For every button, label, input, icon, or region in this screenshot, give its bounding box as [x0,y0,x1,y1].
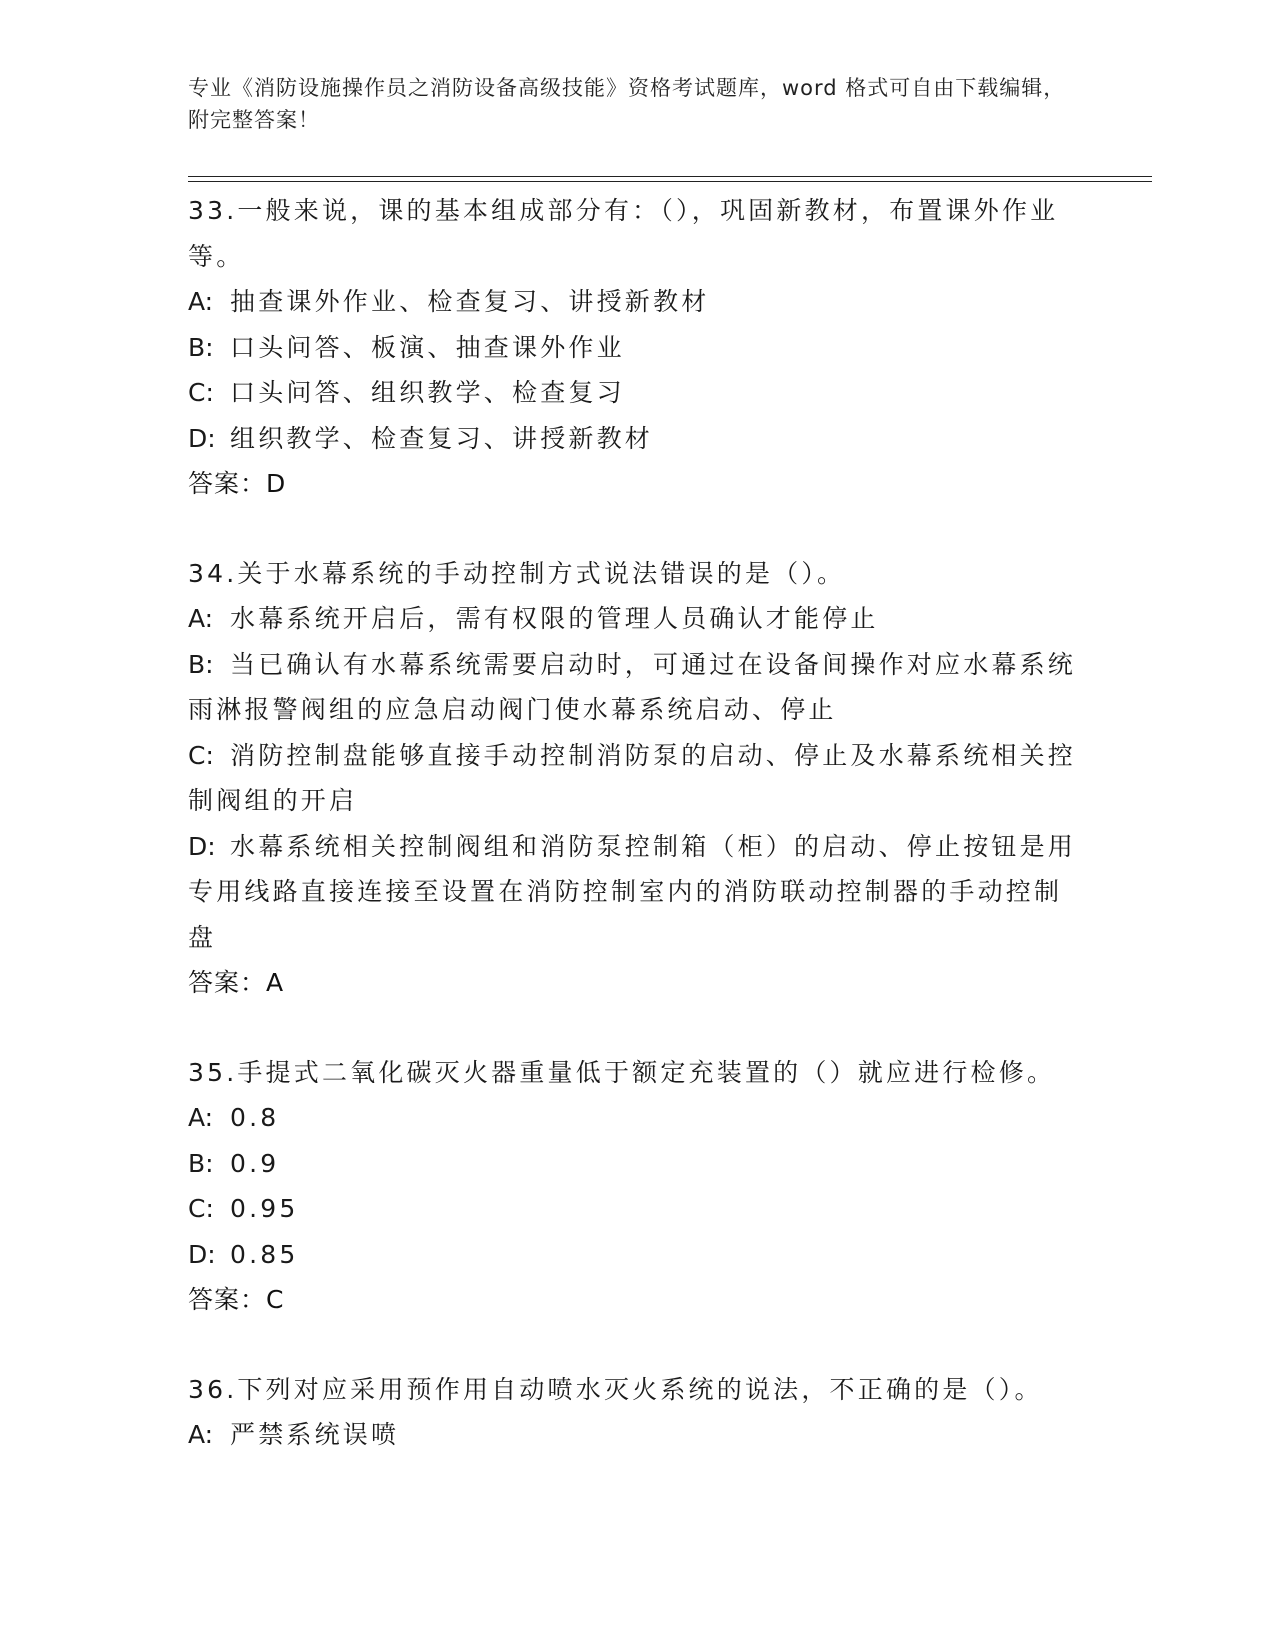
question-34 [188,551,1078,1006]
question-35 [188,1050,1078,1323]
option-letter: A: [188,1103,214,1132]
answer-line [188,960,1078,1006]
option-letter: D: [188,423,216,453]
answer-label: 答案： [188,469,267,498]
option-d [188,416,1078,462]
option-a [188,1412,1078,1458]
option-c [188,1186,1078,1232]
option-c [188,733,1078,824]
option-text: 严禁系统误喷 [230,1420,400,1449]
answer-value: C [266,1285,285,1314]
option-letter: B: [188,649,214,679]
option-letter: B: [188,332,214,362]
question-stem: 33.一般来说，课的基本组成部分有：（），巩固新教材，布置课外作业等。 [188,196,1059,271]
question-33 [188,188,1078,507]
option-d [188,1232,1078,1278]
option-text: 组织教学、检查复习、讲授新教材 [230,423,654,453]
question-stem: 34.关于水幕系统的手动控制方式说法错误的是（）。 [188,558,846,588]
option-b [188,325,1078,371]
header-divider-bottom [188,181,1152,182]
option-d [188,824,1078,961]
answer-label: 答案： [188,1285,267,1314]
option-b [188,642,1078,733]
option-letter: D: [188,1239,216,1269]
option-letter: C: [188,1194,214,1223]
option-text: 0.95 [230,1194,299,1223]
answer-label: 答案： [188,968,267,997]
option-letter: B: [188,1148,214,1178]
option-letter: A: [188,1420,214,1449]
answer-line [188,461,1078,507]
option-a [188,596,1078,642]
option-text: 水幕系统相关控制阀组和消防泵控制箱（柜）的启动、停止按钮是用专用线路直接连接至设置在消防控制室内的消防联动控制器的手动控制盘 [188,831,1077,952]
answer-value: A [266,968,285,997]
answer-line [188,1277,1078,1323]
option-text: 口头问答、板演、抽查课外作业 [230,332,625,362]
option-text: 0.8 [230,1103,280,1132]
option-text: 0.9 [230,1148,280,1178]
option-letter: A: [188,287,214,316]
option-letter: A: [188,604,214,633]
option-c [188,370,1078,416]
option-a [188,1095,1078,1141]
option-text: 口头问答、组织教学、检查复习 [230,378,625,407]
header-note: 专业《消防设施操作员之消防设备高级技能》资格考试题库，word 格式可自由下载编辑，附完整答案！ [188,76,1066,132]
question-stem: 36.下列对应采用预作用自动喷水灭火系统的说法，不正确的是（）。 [188,1374,1043,1404]
option-letter: D: [188,831,216,861]
option-letter: C: [188,740,214,770]
option-text: 消防控制盘能够直接手动控制消防泵的启动、停止及水幕系统相关控制阀组的开启 [188,740,1077,815]
option-b [188,1141,1078,1187]
question-36 [188,1367,1078,1458]
option-text: 抽查课外作业、检查复习、讲授新教材 [230,287,710,316]
header-divider-top [188,176,1152,177]
question-list [188,188,1078,1502]
option-text: 0.85 [230,1239,299,1269]
answer-value: D [266,469,287,498]
question-stem: 35.手提式二氧化碳灭火器重量低于额定充装置的（）就应进行检修。 [188,1057,1056,1087]
option-a [188,279,1078,325]
option-text: 水幕系统开启后，需有权限的管理人员确认才能停止 [230,604,879,633]
option-text: 当已确认有水幕系统需要启动时，可通过在设备间操作对应水幕系统雨淋报警阀组的应急启动阀门使水幕系统启动、停止 [188,649,1077,724]
option-letter: C: [188,378,214,407]
